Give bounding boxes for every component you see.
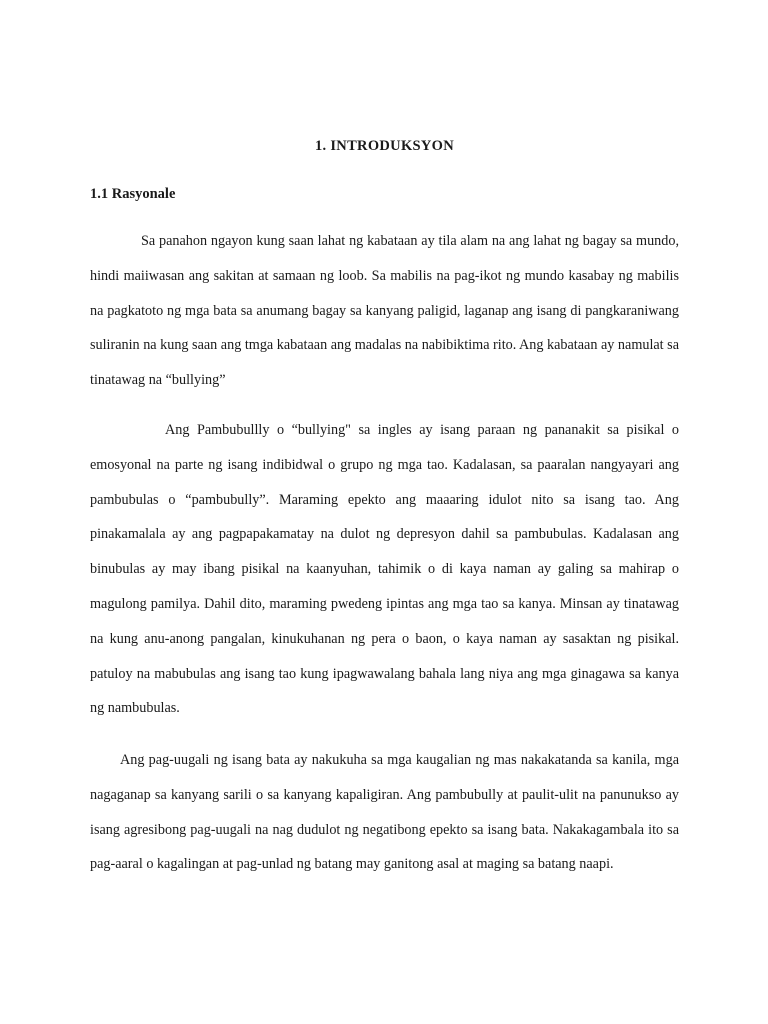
document-page [90, 0, 679, 1024]
paragraph-rationale-3: Ang pag-uugali ng isang bata ay nakukuha sa mga kaugalian ng mas nakakatanda sa kanila, mga nagaganap sa kanyang sarili o sa kanyang kapaligiran. Ang pambubully at paulit-ulit na panunukso ay isang agresibong pag-uugali na nag dudulot ng negatibong epekto sa isang bata. Nakakagambala ito sa pag-aaral o kagalingan at pag-unlad ng batang may ganitong asal at maging sa batang naapi. [90, 752, 679, 873]
chapter-title: 1. INTRODUKSYON [314, 138, 455, 154]
paragraph-rationale-1: Sa panahon ngayon kung saan lahat ng kabataan ay tila alam na ang lahat ng bagay sa mundo, hindi maiiwasan ang sakitan at samaan ng loob. Sa mabilis na pag-ikot ng mundo kasabay ng mabilis na pagkatoto ng mga bata sa anumang bagay sa kanyang paligid, laganap ang isang di pangkaraniwang suliranin na kung saan ang tmga kabataan ang madalas na nabibiktima rito. Ang kabataan ay namulat sa tinatawag na “bullying” [90, 233, 679, 389]
paragraph-rationale-2: Ang Pambubullly o “bullying" sa ingles ay isang paraan ng pananakit sa pisikal o emosyonal na parte ng isang indibidwal o grupo ng mga tao. Kadalasan, sa paaralan nangyayari ang pambubulas o “pambubully”. Maraming epekto ang maaaring idulot nito sa isang tao. Ang pinakamalala ay ang pagpapakamatay na dulot ng depresyon dahil sa pambubulas. Kadalasan ang binubulas ay may ibang pisikal na kaanyuhan, tahimik o di kaya naman ay galing sa mahirap o magulong pamilya. Dahil dito, maraming pwedeng ipintas ang mga tao sa kanya. Minsan ay tinatawag na kung anu-anong pangalan, kinukuhanan ng pera o baon, o kaya naman ay sasaktan ng pisikal. patuloy na mabubulas ang isang tao kung ipagwawalang bahala lang niya ang mga ginagawa sa kanya ng nambubulas. [90, 422, 679, 717]
section-heading: 1.1 Rasyonale [90, 186, 176, 202]
